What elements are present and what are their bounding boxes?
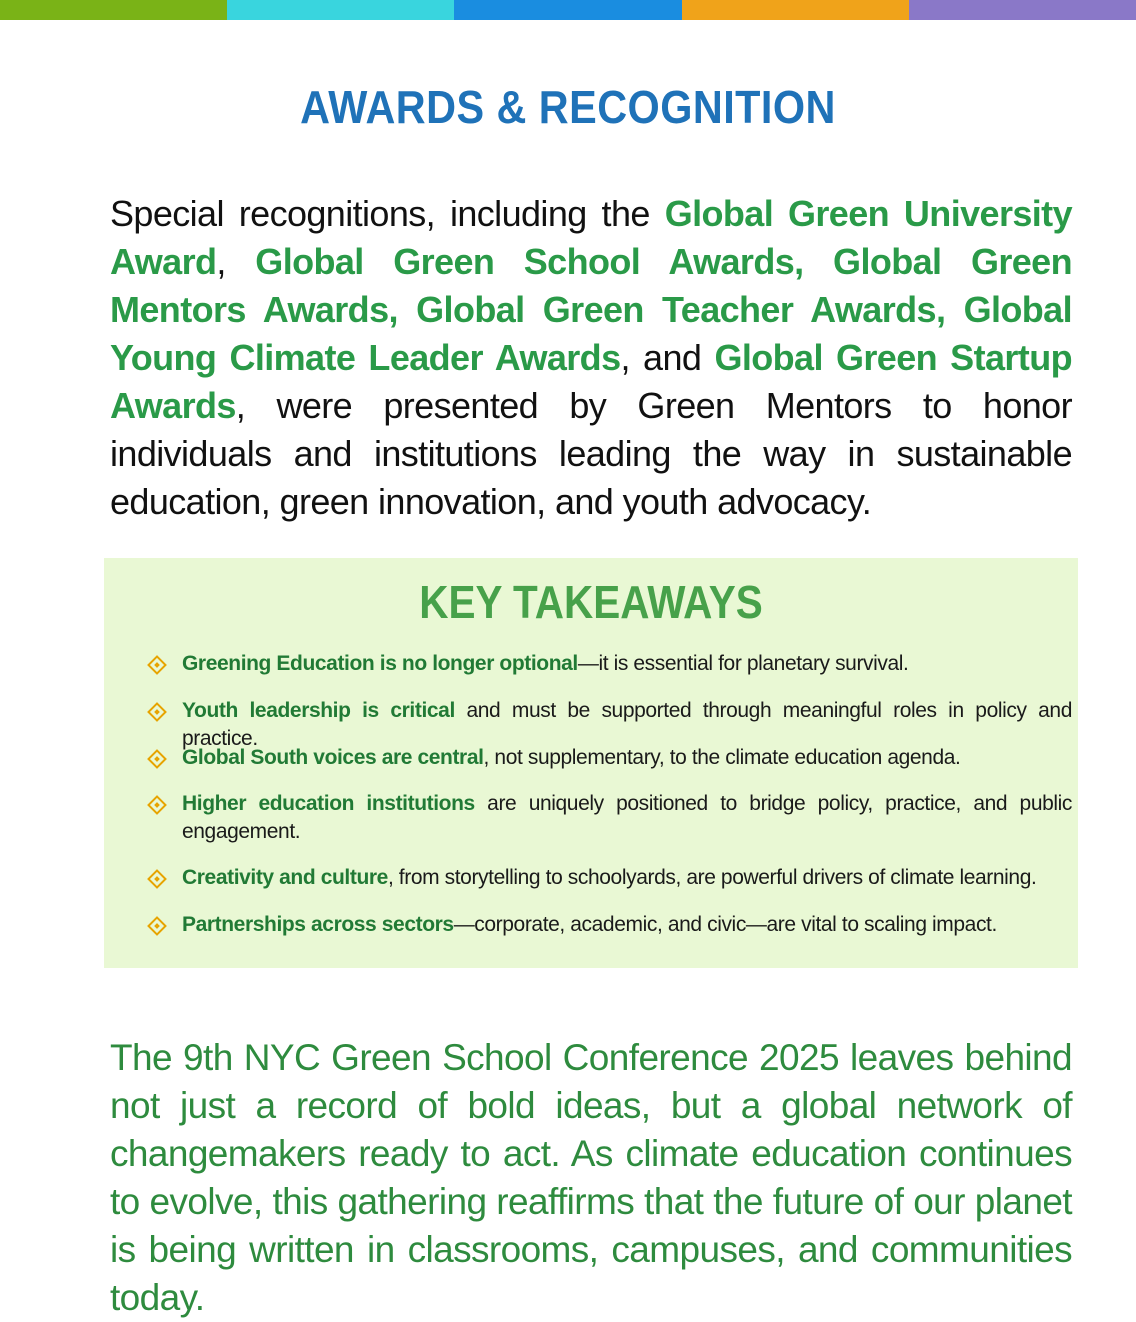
takeaway-item [144,864,1072,911]
takeaway-bold: Creativity and culture [182,866,388,889]
intro-highlight-university-award: Global Green University Award [110,193,1072,282]
intro-highlight-startup-awards: Global Green Startup Awards [110,337,1072,426]
diamond-bullet-icon [147,702,167,722]
takeaway-item [144,790,1072,864]
takeaway-text: , from storytelling to schoolyards, are powerful drivers of climate learning. [387,866,1037,889]
intro-text-4: , were presented by Green Mentors to honor individuals and institutions leading the way in sustainable education, green innovation, and youth advocacy. [110,385,1072,522]
color-bar-cyan [227,0,454,20]
takeaway-text: —it is essential for planetary survival. [577,652,909,675]
intro-text-3: , and [620,337,715,378]
takeaway-item [144,744,1072,790]
diamond-bullet-icon [147,916,167,936]
intro-highlight-award-list: Global Green School Awards, Global Green Mentors Awards, Global Green Teacher Awards, Global Young Climate Leader Awards [110,241,1072,378]
diamond-bullet-icon [147,869,167,889]
takeaway-item [144,697,1072,750]
intro-paragraph [110,190,1072,526]
takeaway-item [144,911,1072,951]
takeaway-text: and must be supported through meaningful roles in policy and practice. [182,699,1072,750]
diamond-bullet-icon [147,749,167,769]
takeaway-bold: Greening Education is no longer optional [182,652,578,675]
closing-paragraph: The 9th NYC Green School Conference 2025 leaves behind not just a record of bold ideas, but a global network of changemakers ready to act. As climate education continues to evolve, this gathering reaffirms that the future of our planet is being written in classrooms, campuses, and communities today. [110,1037,1072,1318]
diamond-bullet-icon [147,795,167,815]
takeaway-item [144,650,1072,697]
takeaway-text: are uniquely positioned to bridge policy, practice, and public engagement. [182,792,1073,843]
color-bar-blue [454,0,681,20]
page-title: AWARDS & RECOGNITION [300,81,836,133]
intro-text-2: , [216,241,256,282]
color-bar-green [0,0,227,20]
takeaway-bold: Partnerships across sectors [182,913,454,936]
takeaways-list [144,650,1072,951]
takeaway-text: , not supplementary, to the climate education agenda. [483,746,961,769]
color-bar-orange [682,0,909,20]
takeaway-bold: Global South voices are central [182,746,484,769]
color-bar-purple [909,0,1136,20]
takeaway-text: —corporate, academic, and civic—are vital to scaling impact. [453,913,997,936]
key-takeaways-heading: KEY TAKEAWAYS [419,576,763,628]
key-takeaways-box [104,558,1078,968]
takeaway-bold: Higher education institutions [182,792,475,815]
diamond-bullet-icon [147,655,167,675]
top-color-bar [0,0,1136,20]
takeaway-bold: Youth leadership is critical [182,699,455,722]
intro-text-1: Special recognitions, including the [110,193,665,234]
